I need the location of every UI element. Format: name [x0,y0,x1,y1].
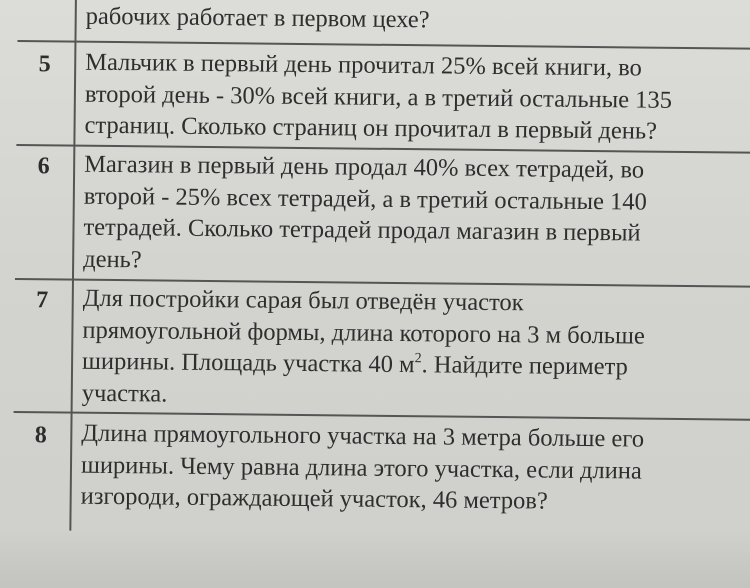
area-text-tail: . Найдите периметр [421,351,628,381]
problem-line: день? [83,245,142,273]
area-text: ширины. Площадь участка 40 м [81,347,415,379]
table-row-problem-8 [12,411,750,541]
problem-line: Магазин в первый день продал 40% всех тетрадей, во [84,150,645,184]
problem-line: прямоугольной формы, длина которого на 3 м больше [82,316,645,350]
problem-line: Для постройки сарая был отведён участок [82,284,524,317]
problem-number: 5 [38,51,51,78]
problem-text [83,149,750,282]
problem-text [81,418,750,520]
problem-line: второй день - 30% всей книги, а в третий остальные 135 [84,80,673,114]
problem-line: Длина прямоугольного участка на 3 метра больше его [81,419,645,453]
table-row-problem-5 [16,40,750,155]
problem-number: 8 [34,422,47,449]
problem-line: ширины. Чему равна длина этого участка, если длина [80,451,642,485]
problem-line: участка. [81,379,168,408]
problem-number: 6 [37,153,50,180]
problem-line: страниц. Сколько страниц он прочитал в первый день? [84,111,658,145]
problem-line: второй - 25% всех тетрадей, а в третий остальные 140 [83,182,647,216]
problem-line: тетрадей. Сколько тетрадей продал магазин в первый [83,213,641,247]
problem-number: 7 [36,287,49,314]
table-row-problem-6 [15,144,750,286]
problem-line: рабочих работает в первом цехе? [85,2,430,34]
table-row-problem-7 [14,278,750,420]
square-superscript: 2 [414,351,422,367]
problem-line: Мальчик в первый день прочитал 25% всей книги, во [85,48,642,82]
problem-text [84,47,750,149]
problem-text [86,1,750,40]
problem-line: изгороди, ограждающей участок, 46 метров? [80,482,548,515]
problem-text [82,283,750,416]
problem-table [12,0,750,538]
